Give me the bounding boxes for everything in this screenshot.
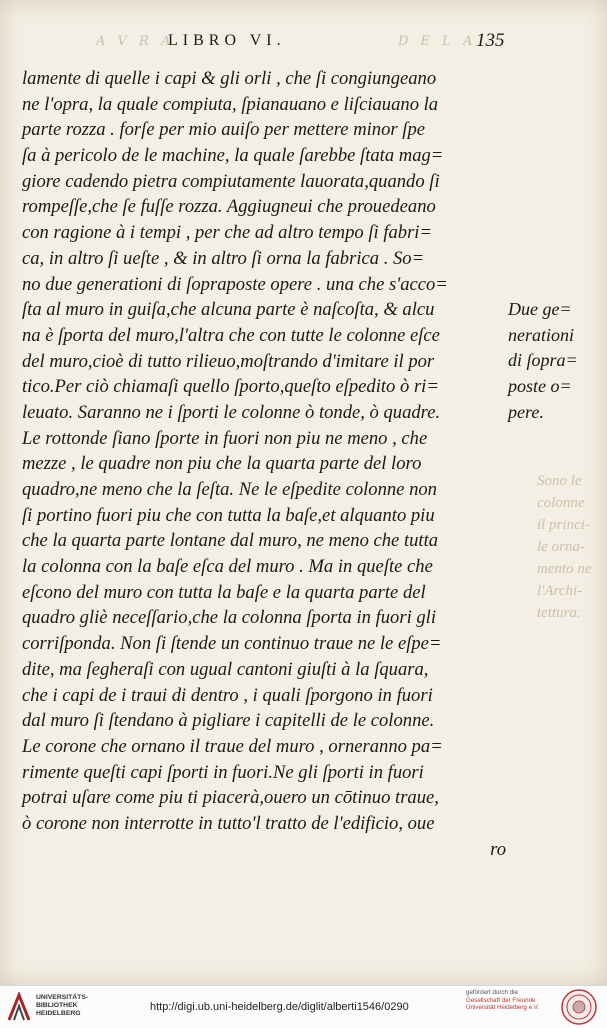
permalink-url[interactable]: http://digi.ub.uni-heidelberg.de/diglit/alberti1546/0290 [150, 1001, 409, 1013]
bleed-through-line: il princi- [537, 517, 590, 533]
text-line: eſcono del muro con tutta la baſe e la quarta parte del [22, 581, 426, 603]
text-line: ſa à pericolo de le machine, la quale ſarebbe ſtata mag= [22, 145, 444, 167]
text-line: ca, in altro ſi ueſte , & in altro ſi orna la fabrica . So= [22, 247, 425, 269]
text-line: lamente di quelle i capi & gli orli , che ſi congiungeano [22, 68, 437, 89]
bleed-through-line: mento ne [537, 561, 592, 577]
text-line: con ragione à i tempi , per che ad altro tempo ſi fabri= [22, 222, 433, 244]
page-header [0, 28, 607, 58]
text-line: parte rozza . forſe per mio auiſo per mettere minor ſpe [22, 119, 425, 141]
text-line: Le rottonde ſiano ſporte in fuori non piu ne meno , che [22, 427, 428, 449]
text-line: rimente queſti capi ſporti in fuori.Ne gli ſporti in fuori [22, 761, 424, 783]
bleed-through-line: colonne [537, 495, 585, 511]
marginal-note-line: Due ge= [508, 299, 572, 319]
university-library-name: UNIVERSITÄTS- BIBLIOTHEK HEIDELBERG [36, 994, 89, 1017]
text-line: ſi portino fuori piu che con tutta la baſe,et alquanto piu [22, 504, 435, 526]
text-line: dite, ma ſegheraſi con ugual cantoni giuſti à la ſquara, [22, 658, 429, 680]
text-line: ne l'opra, la quale compiuta, ſpianauano e liſciauano la [22, 93, 439, 115]
running-title: LIBRO VI. [168, 32, 286, 49]
marginal-note-line: poste o= [508, 376, 572, 397]
bleed-through-line: l'Archi- [537, 583, 583, 599]
text-line: no due generationi di ſopraposte opere . una che s'acco= [22, 273, 448, 295]
viewer-footer [0, 985, 607, 1028]
text-line: la colonna con la baſe eſca del muro . Ma in queſte che [22, 556, 433, 578]
text-line: giore cadendo pietra compiutamente lauorata,quando ſi [22, 170, 440, 192]
text-line: Le corone che ornano il traue del muro , orneranno pa= [22, 735, 443, 757]
text-line: ſta al muro in guiſa,che alcuna parte è naſcoſta, & alcu [22, 299, 435, 321]
text-line: che la quarta parte lontane dal muro, ne meno che tutta [22, 530, 439, 552]
text-line: mezze , le quadre non piu che la quarta parte del loro [22, 453, 422, 475]
text-line: ò corone non interrotte in tutto'l tratto de l'edificio, oue [22, 812, 435, 834]
text-line: dal muro ſi ſtendano à pigliare i capitelli de le colonne. [22, 710, 435, 732]
text-line: quadro,ne meno che la ſeſta. Ne le eſpedite colonne non [22, 479, 437, 500]
marginal-note-line: pere. [508, 401, 544, 422]
text-line: quadro gliè neceſſario,che la colonna ſporta in fuori gli [22, 607, 437, 629]
bleed-through-header-right: D E L A [398, 34, 477, 49]
marginal-note [508, 297, 604, 425]
marginal-note-line: di ſopra= [508, 350, 578, 371]
university-seal-icon [560, 988, 598, 1026]
text-line: ro [490, 838, 506, 860]
bleed-through-line: tettura. [537, 605, 581, 621]
page-number: 135 [476, 30, 505, 51]
text-line: del muro,cioè di tutto rilieuo,moſtrando d'imitare il por [22, 350, 435, 372]
text-line: na è ſporta del muro,l'altra che con tutte le colonne eſce [22, 324, 440, 346]
marginal-note-line: nerationi [508, 324, 574, 345]
text-line: potrai uſare come piu ti piacerà,ouero un cōtinuo traue, [22, 787, 439, 809]
bleed-through-line: Sono le [537, 473, 582, 489]
text-line: tico.Per ciò chiamaſi quello ſporto,queſto eſpedito ò ri= [22, 376, 439, 398]
university-library-logo-icon [6, 992, 32, 1022]
bleed-through-text [537, 470, 603, 624]
text-line: rompeſſe,che ſe fuſſe rozza. Aggiugneui che prouedeano [22, 196, 436, 218]
bleed-through-header-left: A V R A [96, 34, 175, 49]
text-line: leuato. Saranno ne i ſporti le colonne ò tonde, ò quadre. [22, 401, 441, 423]
sponsor-credit: gefördert durch die Gesellschaft der Freunde Universität Heidelberg e.V. [466, 989, 540, 1012]
body-text [22, 66, 510, 862]
bleed-through-line: le orna- [537, 539, 585, 555]
text-line: che i capi de i traui di dentro , i quali ſporgono in fuori [22, 684, 433, 706]
text-line: corriſponda. Non ſi ſtende un continuo traue ne le eſpe= [22, 633, 442, 655]
